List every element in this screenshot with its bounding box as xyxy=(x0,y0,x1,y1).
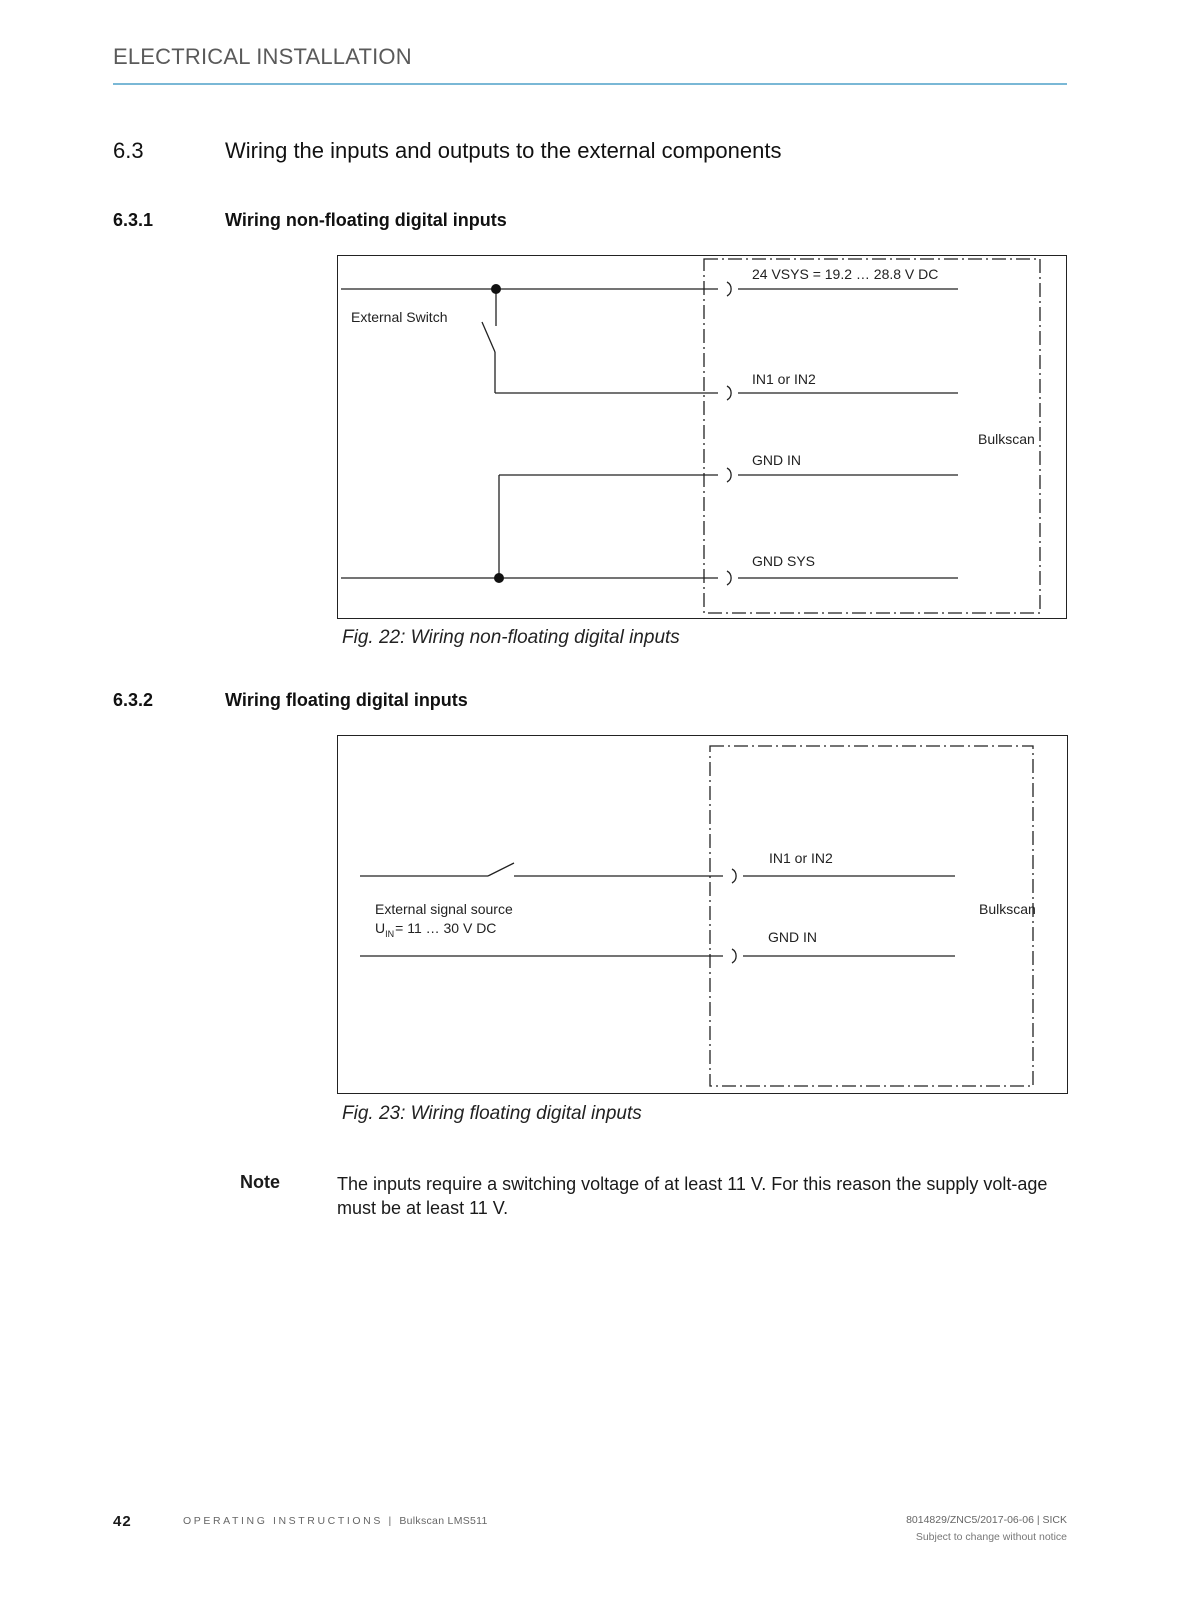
terminal-gnd-in xyxy=(727,468,731,482)
figure-22-caption: Fig. 22: Wiring non-floating digital inputs xyxy=(342,627,680,648)
note-text: The inputs require a switching voltage of at least 11 V. For this reason the supply volt-age must be at least 11 V. xyxy=(337,1174,1048,1218)
label-in1-in2: IN1 or IN2 xyxy=(769,850,833,866)
section-number: 6.3 xyxy=(113,138,144,163)
subsection-number: 6.3.2 xyxy=(113,690,154,710)
label-external-source: External signal source xyxy=(375,901,513,917)
footer-doc-info xyxy=(183,1515,488,1527)
terminal-supply xyxy=(727,282,731,296)
section-title: Wiring the inputs and outputs to the external components xyxy=(225,138,782,163)
terminal-in xyxy=(732,869,736,883)
subsection-title: Wiring floating digital inputs xyxy=(225,690,468,710)
figure-23-svg xyxy=(338,736,1066,1092)
label-in1-in2: IN1 or IN2 xyxy=(752,371,816,387)
label-gnd-in: GND IN xyxy=(768,929,817,945)
junction-dot xyxy=(494,573,504,583)
signal-switch xyxy=(488,863,514,876)
terminal-gnd-in xyxy=(732,949,736,963)
header-rule xyxy=(113,83,1067,85)
label-external-switch: External Switch xyxy=(351,309,448,325)
label-gnd-sys: GND SYS xyxy=(752,553,816,569)
label-supply: 24 VSYS = 19.2 … 28.8 V DC xyxy=(752,266,939,282)
junction-dot xyxy=(491,284,501,294)
figure-23-caption: Fig. 23: Wiring floating digital inputs xyxy=(342,1103,642,1124)
chapter-title: ELECTRICAL INSTALLATION xyxy=(113,44,412,69)
figure-23-diagram xyxy=(337,735,1068,1094)
external-switch xyxy=(482,322,495,352)
footer-product: Bulkscan LMS511 xyxy=(399,1515,488,1527)
terminal-gnd-sys xyxy=(727,571,731,585)
label-gnd-in: GND IN xyxy=(752,452,801,468)
figure-22-diagram xyxy=(337,255,1067,619)
subsection-title: Wiring non-floating digital inputs xyxy=(225,210,507,230)
terminal-in xyxy=(727,386,731,400)
footer-doc-type: OPERATING INSTRUCTIONS xyxy=(183,1515,383,1527)
footer-notice: Subject to change without notice xyxy=(915,1531,1067,1543)
subsection-number: 6.3.1 xyxy=(113,210,154,230)
note-label: Note xyxy=(240,1172,280,1192)
figure-22-svg xyxy=(338,256,1065,617)
footer-doc-ref: 8014829/ZNC5/2017-06-06 | SICK xyxy=(906,1514,1067,1526)
footer-separator: | xyxy=(388,1515,394,1527)
label-bulkscan: Bulkscan xyxy=(979,901,1036,917)
label-bulkscan: Bulkscan xyxy=(978,431,1035,447)
label-voltage: $U_{IN}= 11$ … 30 V DC xyxy=(375,920,497,939)
page-number: 42 xyxy=(113,1513,132,1530)
